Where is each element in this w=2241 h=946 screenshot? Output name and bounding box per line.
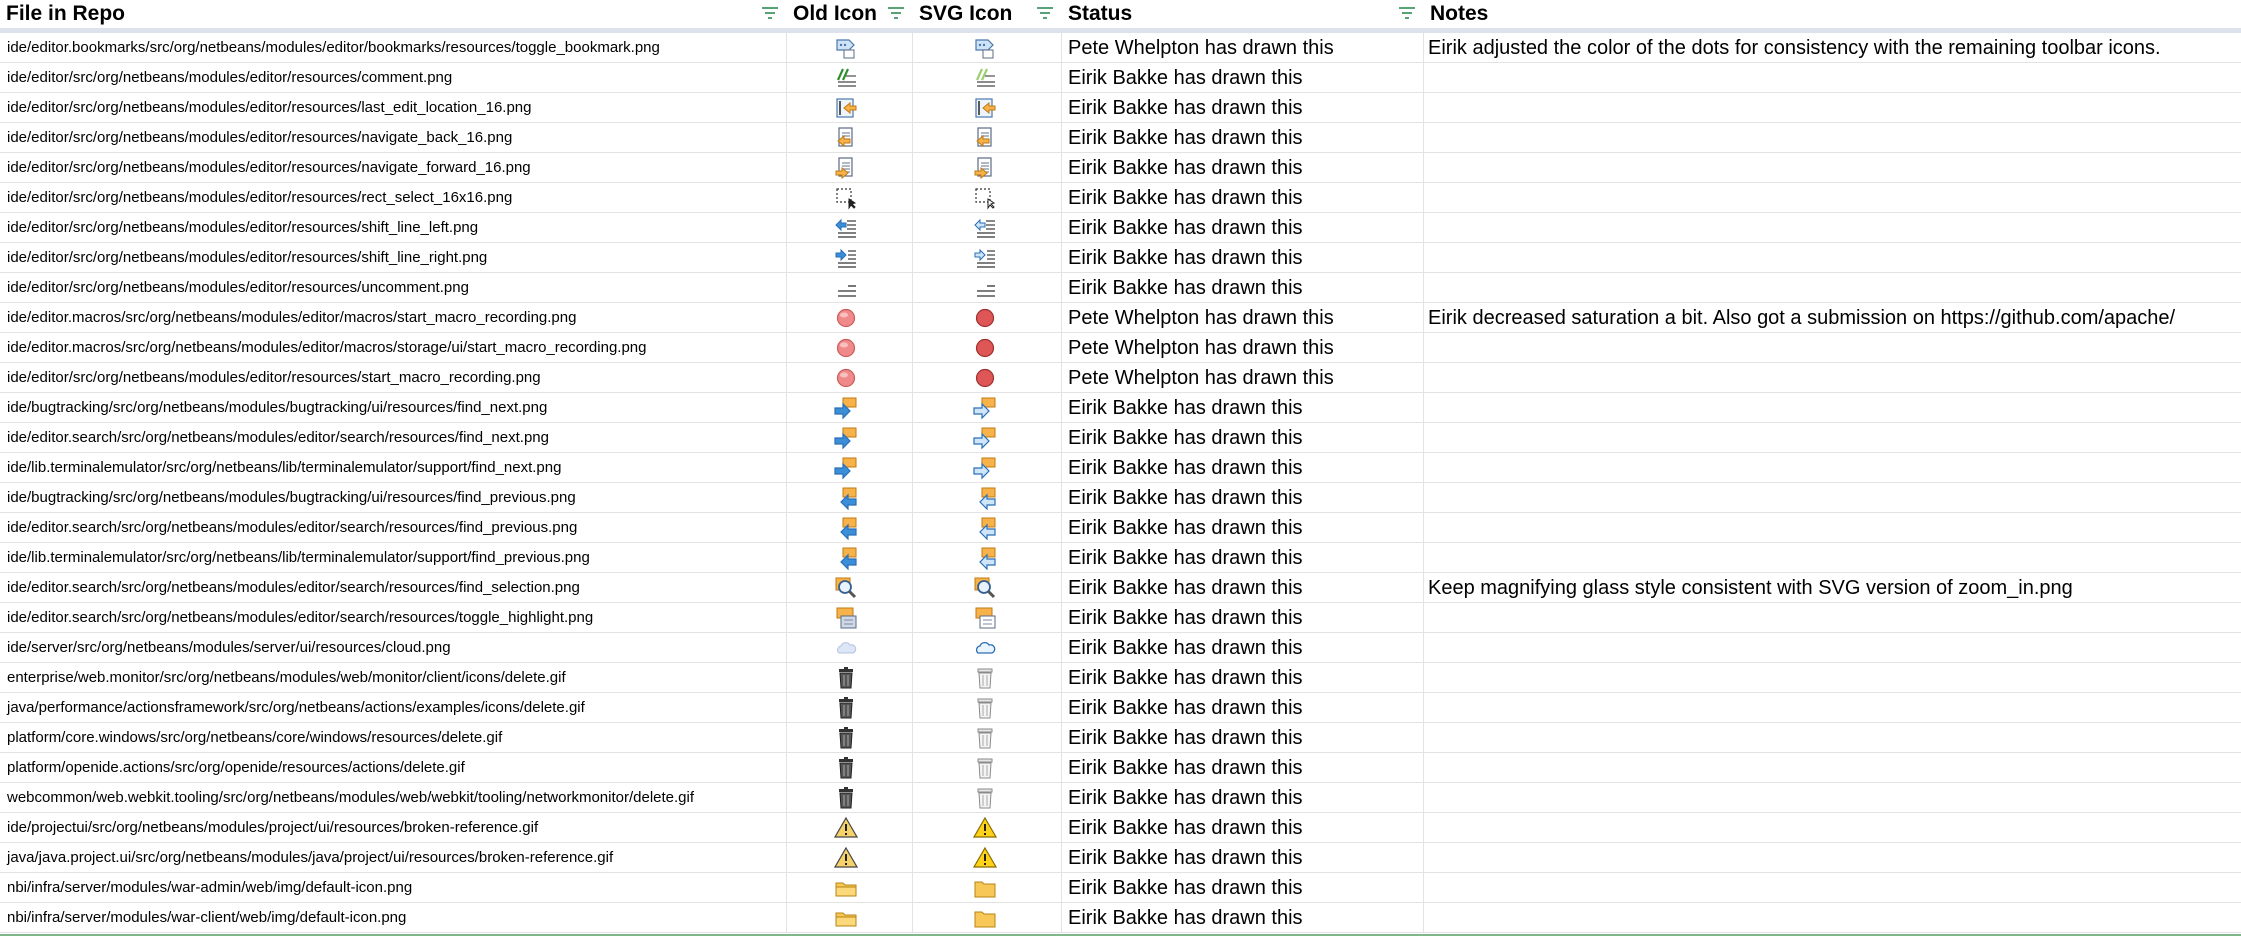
svg-icon-cell[interactable] xyxy=(913,63,1062,93)
notes-cell[interactable] xyxy=(1424,423,2241,453)
svg-icon-cell[interactable] xyxy=(913,633,1062,663)
file-cell[interactable]: ide/bugtracking/src/org/netbeans/modules/bugtracking/ui/resources/find_next.png xyxy=(0,393,787,423)
find-previous-icon xyxy=(834,546,858,570)
trash-icon xyxy=(834,726,858,750)
table-row[interactable] xyxy=(0,183,2241,213)
highlight-icon xyxy=(973,606,997,630)
file-cell[interactable]: nbi/infra/server/modules/war-admin/web/img/default-icon.png xyxy=(0,873,787,903)
table-row[interactable] xyxy=(0,273,2241,303)
old-icon-cell[interactable] xyxy=(787,183,913,213)
find-next-icon xyxy=(834,456,858,480)
trash-icon xyxy=(834,696,858,720)
svg-icon-cell[interactable] xyxy=(913,423,1062,453)
notes-cell[interactable] xyxy=(1424,273,2241,303)
status-cell[interactable]: Eirik Bakke has drawn this xyxy=(1062,813,1424,843)
old-icon-cell[interactable] xyxy=(787,123,913,153)
trash-icon xyxy=(973,786,997,810)
old-icon-cell[interactable] xyxy=(787,273,913,303)
status-cell[interactable]: Eirik Bakke has drawn this xyxy=(1062,153,1424,183)
svg-icon-cell[interactable] xyxy=(913,123,1062,153)
table-row[interactable] xyxy=(0,333,2241,363)
notes-cell[interactable] xyxy=(1424,873,2241,903)
file-cell[interactable]: ide/editor/src/org/netbeans/modules/editor/resources/shift_line_left.png xyxy=(0,213,787,243)
old-icon-cell[interactable] xyxy=(787,543,913,573)
header-row xyxy=(0,0,2241,28)
status-cell[interactable]: Eirik Bakke has drawn this xyxy=(1062,243,1424,273)
notes-cell[interactable] xyxy=(1424,213,2241,243)
svg-icon-cell[interactable] xyxy=(913,213,1062,243)
table-row[interactable] xyxy=(0,633,2241,663)
navigate-back-icon xyxy=(834,126,858,150)
file-cell[interactable]: ide/editor/src/org/netbeans/modules/editor/resources/rect_select_16x16.png xyxy=(0,183,787,213)
svg-icon-cell[interactable] xyxy=(913,303,1062,333)
file-cell[interactable]: ide/editor.search/src/org/netbeans/modules/editor/search/resources/find_next.png xyxy=(0,423,787,453)
header-notes[interactable] xyxy=(1424,0,2241,28)
last-edit-location-icon xyxy=(973,96,997,120)
notes-cell[interactable] xyxy=(1424,903,2241,933)
old-icon-cell[interactable] xyxy=(787,513,913,543)
table-row[interactable] xyxy=(0,783,2241,813)
old-icon-cell[interactable] xyxy=(787,723,913,753)
notes-cell[interactable] xyxy=(1424,513,2241,543)
notes-cell[interactable]: Keep magnifying glass style consistent with SVG version of zoom_in.png xyxy=(1428,577,2073,599)
header-notes-label: Notes xyxy=(1430,2,1489,25)
find-previous-icon xyxy=(834,516,858,540)
status-cell[interactable]: Eirik Bakke has drawn this xyxy=(1062,273,1424,303)
cloud-icon xyxy=(973,636,997,660)
status-cell[interactable]: Eirik Bakke has drawn this xyxy=(1062,513,1424,543)
status-cell[interactable]: Pete Whelpton has drawn this xyxy=(1062,363,1424,393)
table-row[interactable] xyxy=(0,543,2241,573)
table-row[interactable] xyxy=(0,423,2241,453)
notes-cell[interactable] xyxy=(1424,663,2241,693)
trash-icon xyxy=(973,756,997,780)
file-cell[interactable]: nbi/infra/server/modules/war-client/web/img/default-icon.png xyxy=(0,903,787,933)
old-icon-cell[interactable] xyxy=(787,33,913,63)
status-cell[interactable]: Eirik Bakke has drawn this xyxy=(1062,663,1424,693)
notes-cell[interactable] xyxy=(1424,753,2241,783)
filter-icon[interactable] xyxy=(887,6,905,20)
folder-icon xyxy=(973,906,997,930)
file-cell[interactable]: ide/editor.macros/src/org/netbeans/modules/editor/macros/start_macro_recording.png xyxy=(0,303,787,333)
status-cell[interactable]: Eirik Bakke has drawn this xyxy=(1062,183,1424,213)
status-cell[interactable]: Eirik Bakke has drawn this xyxy=(1062,123,1424,153)
rect-select-icon xyxy=(834,186,858,210)
warning-icon xyxy=(834,816,858,840)
file-cell[interactable]: ide/editor/src/org/netbeans/modules/editor/resources/start_macro_recording.png xyxy=(0,363,787,393)
file-cell[interactable]: ide/editor.bookmarks/src/org/netbeans/modules/editor/bookmarks/resources/toggle_bookmark.png xyxy=(0,33,787,63)
find-previous-icon xyxy=(973,516,997,540)
notes-cell[interactable]: Eirik adjusted the color of the dots for consistency with the remaining toolbar icons. xyxy=(1428,37,2161,59)
file-cell[interactable]: platform/openide.actions/src/org/openide/resources/actions/delete.gif xyxy=(0,753,787,783)
record-icon xyxy=(834,336,858,360)
shift-line-left-icon xyxy=(973,216,997,240)
magnifier-icon xyxy=(973,576,997,600)
comment-icon xyxy=(973,66,997,90)
svg-icon-cell[interactable] xyxy=(913,663,1062,693)
svg-icon-cell[interactable] xyxy=(913,93,1062,123)
header-svg-label: SVG Icon xyxy=(919,2,1013,25)
status-cell[interactable]: Eirik Bakke has drawn this xyxy=(1062,393,1424,423)
table-row[interactable] xyxy=(0,873,2241,903)
table-row[interactable] xyxy=(0,753,2241,783)
status-cell[interactable]: Eirik Bakke has drawn this xyxy=(1062,483,1424,513)
table-row[interactable] xyxy=(0,693,2241,723)
navigate-back-icon xyxy=(973,126,997,150)
folder-icon xyxy=(973,876,997,900)
status-cell[interactable]: Eirik Bakke has drawn this xyxy=(1062,213,1424,243)
svg-icon-cell[interactable] xyxy=(913,33,1062,63)
table-row[interactable] xyxy=(0,513,2241,543)
trash-icon xyxy=(834,666,858,690)
file-cell[interactable]: enterprise/web.monitor/src/org/netbeans/modules/web/monitor/client/icons/delete.gif xyxy=(0,663,787,693)
old-icon-cell[interactable] xyxy=(787,453,913,483)
svg-icon-cell[interactable] xyxy=(913,573,1062,603)
filter-icon[interactable] xyxy=(761,6,779,20)
old-icon-cell[interactable] xyxy=(787,333,913,363)
find-next-icon xyxy=(973,396,997,420)
status-cell[interactable]: Eirik Bakke has drawn this xyxy=(1062,423,1424,453)
table-row[interactable] xyxy=(0,453,2241,483)
trash-icon xyxy=(973,726,997,750)
notes-cell[interactable] xyxy=(1424,153,2241,183)
old-icon-cell[interactable] xyxy=(787,153,913,183)
table-row[interactable] xyxy=(0,123,2241,153)
comment-icon xyxy=(834,66,858,90)
record-icon xyxy=(973,336,997,360)
file-cell[interactable]: ide/editor/src/org/netbeans/modules/editor/resources/shift_line_right.png xyxy=(0,243,787,273)
file-cell[interactable]: ide/editor/src/org/netbeans/modules/editor/resources/navigate_forward_16.png xyxy=(0,153,787,183)
table-row[interactable] xyxy=(0,63,2241,93)
svg-icon-cell[interactable] xyxy=(913,243,1062,273)
header-old-icon[interactable] xyxy=(787,0,913,28)
old-icon-cell[interactable] xyxy=(787,63,913,93)
file-cell[interactable]: ide/editor/src/org/netbeans/modules/editor/resources/uncomment.png xyxy=(0,273,787,303)
record-icon xyxy=(834,306,858,330)
status-cell[interactable]: Eirik Bakke has drawn this xyxy=(1062,453,1424,483)
record-icon xyxy=(834,366,858,390)
status-cell[interactable]: Pete Whelpton has drawn this xyxy=(1062,33,1424,63)
rect-select-icon xyxy=(973,186,997,210)
trash-icon xyxy=(834,756,858,780)
notes-cell[interactable] xyxy=(1424,243,2241,273)
notes-cell[interactable]: Eirik decreased saturation a bit. Also got a submission on https://github.com/apache/ xyxy=(1428,307,2176,329)
shift-line-right-icon xyxy=(973,246,997,270)
notes-cell[interactable] xyxy=(1424,813,2241,843)
notes-cell[interactable] xyxy=(1424,93,2241,123)
svg-icon-cell[interactable] xyxy=(913,693,1062,723)
svg-icon-cell[interactable] xyxy=(913,543,1062,573)
find-previous-icon xyxy=(834,486,858,510)
old-icon-cell[interactable] xyxy=(787,753,913,783)
table-row[interactable] xyxy=(0,153,2241,183)
status-cell[interactable]: Eirik Bakke has drawn this xyxy=(1062,903,1424,933)
warning-icon xyxy=(973,846,997,870)
old-icon-cell[interactable] xyxy=(787,303,913,333)
svg-icon-cell[interactable] xyxy=(913,603,1062,633)
notes-cell[interactable] xyxy=(1424,783,2241,813)
header-file-label: File in Repo xyxy=(6,2,126,25)
svg-icon-cell[interactable] xyxy=(913,873,1062,903)
svg-icon-cell[interactable] xyxy=(913,903,1062,933)
file-cell[interactable]: platform/core.windows/src/org/netbeans/core/windows/resources/delete.gif xyxy=(0,723,787,753)
find-next-icon xyxy=(973,456,997,480)
old-icon-cell[interactable] xyxy=(787,843,913,873)
status-cell[interactable]: Eirik Bakke has drawn this xyxy=(1062,723,1424,753)
cloud-icon xyxy=(834,636,858,660)
status-cell[interactable]: Eirik Bakke has drawn this xyxy=(1062,603,1424,633)
old-icon-cell[interactable] xyxy=(787,633,913,663)
navigate-forward-icon xyxy=(973,156,997,180)
uncomment-icon xyxy=(834,276,858,300)
table-row[interactable] xyxy=(0,723,2241,753)
svg-icon-cell[interactable] xyxy=(913,783,1062,813)
file-cell[interactable]: ide/editor.search/src/org/netbeans/modules/editor/search/resources/find_selection.png xyxy=(0,573,787,603)
table-row[interactable] xyxy=(0,843,2241,873)
old-icon-cell[interactable] xyxy=(787,873,913,903)
table-row[interactable] xyxy=(0,813,2241,843)
file-cell[interactable]: java/performance/actionsframework/src/org/netbeans/actions/examples/icons/delete.gif xyxy=(0,693,787,723)
svg-icon-cell[interactable] xyxy=(913,153,1062,183)
file-cell[interactable]: ide/editor.search/src/org/netbeans/modules/editor/search/resources/toggle_highlight.png xyxy=(0,603,787,633)
notes-cell[interactable] xyxy=(1424,393,2241,423)
status-cell[interactable]: Eirik Bakke has drawn this xyxy=(1062,573,1424,603)
file-cell[interactable]: ide/editor.macros/src/org/netbeans/modules/editor/macros/storage/ui/start_macro_recording.png xyxy=(0,333,787,363)
notes-cell[interactable] xyxy=(1424,63,2241,93)
warning-icon xyxy=(973,816,997,840)
old-icon-cell[interactable] xyxy=(787,483,913,513)
old-icon-cell[interactable] xyxy=(787,783,913,813)
svg-icon-cell[interactable] xyxy=(913,333,1062,363)
status-cell[interactable]: Eirik Bakke has drawn this xyxy=(1062,633,1424,663)
shift-line-right-icon xyxy=(834,246,858,270)
header-status[interactable] xyxy=(1062,0,1424,28)
old-icon-cell[interactable] xyxy=(787,213,913,243)
status-cell[interactable]: Eirik Bakke has drawn this xyxy=(1062,543,1424,573)
header-svg-icon[interactable] xyxy=(913,0,1062,28)
record-icon xyxy=(973,306,997,330)
status-cell[interactable]: Pete Whelpton has drawn this xyxy=(1062,303,1424,333)
table-row[interactable] xyxy=(0,573,2241,603)
status-cell[interactable]: Eirik Bakke has drawn this xyxy=(1062,783,1424,813)
header-status-label: Status xyxy=(1068,2,1133,25)
svg-icon-cell[interactable] xyxy=(913,273,1062,303)
file-cell[interactable]: ide/server/src/org/netbeans/modules/server/ui/resources/cloud.png xyxy=(0,633,787,663)
filter-icon[interactable] xyxy=(1398,6,1416,20)
table-row[interactable] xyxy=(0,303,2241,333)
find-previous-icon xyxy=(973,486,997,510)
trash-icon xyxy=(973,666,997,690)
folder-icon xyxy=(834,876,858,900)
file-cell[interactable]: ide/editor/src/org/netbeans/modules/editor/resources/last_edit_location_16.png xyxy=(0,93,787,123)
status-cell[interactable]: Eirik Bakke has drawn this xyxy=(1062,843,1424,873)
svg-icon-cell[interactable] xyxy=(913,843,1062,873)
notes-cell[interactable] xyxy=(1424,543,2241,573)
trash-icon xyxy=(973,696,997,720)
status-cell[interactable]: Eirik Bakke has drawn this xyxy=(1062,63,1424,93)
notes-cell[interactable] xyxy=(1424,453,2241,483)
table-row[interactable] xyxy=(0,483,2241,513)
file-cell[interactable]: java/java.project.ui/src/org/netbeans/modules/java/project/ui/resources/broken-reference.gif xyxy=(0,843,787,873)
file-cell[interactable]: webcommon/web.webkit.tooling/src/org/netbeans/modules/web/webkit/tooling/networkmonitor/delete.gif xyxy=(0,783,787,813)
notes-cell[interactable] xyxy=(1424,633,2241,663)
old-icon-cell[interactable] xyxy=(787,363,913,393)
old-icon-cell[interactable] xyxy=(787,813,913,843)
svg-icon-cell[interactable] xyxy=(913,183,1062,213)
file-cell[interactable]: ide/editor.search/src/org/netbeans/modules/editor/search/resources/find_previous.png xyxy=(0,513,787,543)
record-icon xyxy=(973,366,997,390)
svg-icon-cell[interactable] xyxy=(913,753,1062,783)
old-icon-cell[interactable] xyxy=(787,663,913,693)
status-cell[interactable]: Eirik Bakke has drawn this xyxy=(1062,873,1424,903)
find-next-icon xyxy=(834,396,858,420)
old-icon-cell[interactable] xyxy=(787,423,913,453)
table-row[interactable] xyxy=(0,663,2241,693)
highlight-icon xyxy=(834,606,858,630)
navigate-forward-icon xyxy=(834,156,858,180)
notes-cell[interactable] xyxy=(1424,483,2241,513)
notes-cell[interactable] xyxy=(1424,183,2241,213)
file-cell[interactable]: ide/editor/src/org/netbeans/modules/editor/resources/comment.png xyxy=(0,63,787,93)
table-row[interactable] xyxy=(0,213,2241,243)
old-icon-cell[interactable] xyxy=(787,903,913,933)
file-cell[interactable]: ide/projectui/src/org/netbeans/modules/project/ui/resources/broken-reference.gif xyxy=(0,813,787,843)
svg-icon-cell[interactable] xyxy=(913,393,1062,423)
filter-icon[interactable] xyxy=(1036,6,1054,20)
bookmark-icon xyxy=(973,36,997,60)
file-cell[interactable]: ide/editor/src/org/netbeans/modules/editor/resources/navigate_back_16.png xyxy=(0,123,787,153)
svg-icon-cell[interactable] xyxy=(913,723,1062,753)
shift-line-left-icon xyxy=(834,216,858,240)
svg-icon-cell[interactable] xyxy=(913,453,1062,483)
bookmark-icon xyxy=(834,36,858,60)
svg-icon-cell[interactable] xyxy=(913,363,1062,393)
find-next-icon xyxy=(834,426,858,450)
svg-icon-cell[interactable] xyxy=(913,483,1062,513)
notes-cell[interactable] xyxy=(1424,333,2241,363)
notes-cell[interactable] xyxy=(1424,123,2241,153)
find-next-icon xyxy=(973,426,997,450)
old-icon-cell[interactable] xyxy=(787,393,913,423)
old-icon-cell[interactable] xyxy=(787,93,913,123)
notes-cell[interactable] xyxy=(1424,723,2241,753)
header-file[interactable] xyxy=(0,0,787,28)
file-cell[interactable]: ide/bugtracking/src/org/netbeans/modules/bugtracking/ui/resources/find_previous.png xyxy=(0,483,787,513)
status-cell[interactable]: Pete Whelpton has drawn this xyxy=(1062,333,1424,363)
last-edit-location-icon xyxy=(834,96,858,120)
notes-cell[interactable] xyxy=(1424,363,2241,393)
notes-cell[interactable] xyxy=(1424,693,2241,723)
notes-cell[interactable] xyxy=(1424,603,2241,633)
table-row[interactable] xyxy=(0,93,2241,123)
table-row[interactable] xyxy=(0,33,2241,63)
table-row[interactable] xyxy=(0,363,2241,393)
table-row[interactable] xyxy=(0,603,2241,633)
folder-icon xyxy=(834,906,858,930)
find-previous-icon xyxy=(973,546,997,570)
warning-icon xyxy=(834,846,858,870)
status-cell[interactable]: Eirik Bakke has drawn this xyxy=(1062,93,1424,123)
notes-cell[interactable] xyxy=(1424,843,2241,873)
old-icon-cell[interactable] xyxy=(787,573,913,603)
table-end-line xyxy=(0,934,2241,936)
file-cell[interactable]: ide/lib.terminalemulator/src/org/netbeans/lib/terminalemulator/support/find_previous.png xyxy=(0,543,787,573)
table-row[interactable] xyxy=(0,243,2241,273)
status-cell[interactable]: Eirik Bakke has drawn this xyxy=(1062,693,1424,723)
file-cell[interactable]: ide/lib.terminalemulator/src/org/netbeans/lib/terminalemulator/support/find_next.png xyxy=(0,453,787,483)
old-icon-cell[interactable] xyxy=(787,603,913,633)
svg-icon-cell[interactable] xyxy=(913,513,1062,543)
table-row[interactable] xyxy=(0,393,2241,423)
status-cell[interactable]: Eirik Bakke has drawn this xyxy=(1062,753,1424,783)
old-icon-cell[interactable] xyxy=(787,693,913,723)
uncomment-icon xyxy=(973,276,997,300)
magnifier-icon xyxy=(834,576,858,600)
header-old-label: Old Icon xyxy=(793,2,877,25)
svg-icon-cell[interactable] xyxy=(913,813,1062,843)
trash-icon xyxy=(834,786,858,810)
table-row[interactable] xyxy=(0,903,2241,933)
old-icon-cell[interactable] xyxy=(787,243,913,273)
